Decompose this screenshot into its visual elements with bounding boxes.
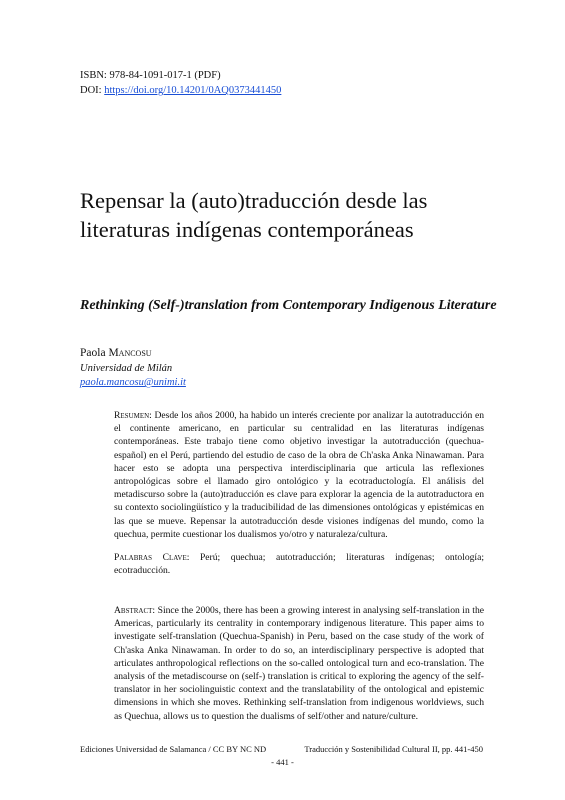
abstract-text: Since the 2000s, there has been a growing interest in analysing self-translation in the Americas, particularly its centrality in contemporary indigenous literature. This paper aims to investigate self-translation (Quechua-Spanish) in Peru, based on the case study of the work of Ch'aska Anka Ninawaman. In order to do so, an interdisciplinary perspective is adopted that articulates anthropological reflections on the so-called ontological turn and eco-translation. The analysis of the metadiscourse on (self-) translation is critical to exploring the agency of the self-translator in her sociolinguistic context and the translatability of the ontological and epistemic dimensions in which she moves. Rethinking self-translation from indigenous worldviews, such as Quechua, allows us to question the dualisms of self/other and nature/culture. <box>114 605 484 722</box>
resumen-text: Desde los años 2000, ha habido un interés creciente por analizar la autotraducción en el continente americano, en particular su centralidad en las literaturas indígenas contemporáneas. Este trabajo tiene como objetivo investigar la autotraducción (quechua-español) en el Perú, partiendo del estudio de caso de la obra de Ch'aska Anka Ninawaman. Para hacer esto se adopta una perspectiva interdisciplinaria que articula las reflexiones antropológicas sobre el llamado giro ontológico y la ecotraductología. El análisis del metadiscurso sobre la (auto)traducción es clave para explorar la agencia de la autotraductora en su contexto sociolingüístico y la traducibilidad de las dimensiones ontológicas y epistémicas en las que se mueve. Repensar la autotraducción desde visiones indígenas del mundo, como la quechua, permite cuestionar los dualismos yo/otro y naturaleza/cultura. <box>114 410 484 540</box>
author-affiliation: Universidad de Milán <box>80 363 173 374</box>
article-subtitle: Rethinking (Self-)translation from Contemporary Indigenous Literature <box>80 298 497 313</box>
author-last-name: Mancosu <box>108 347 152 359</box>
keywords-es-paragraph <box>114 551 484 577</box>
author-name <box>80 346 152 361</box>
article-title: Repensar la (auto)traducción desde las literaturas indígenas contemporáneas <box>80 188 428 242</box>
doi-link[interactable]: https://doi.org/10.14201/0AQ0373441450 <box>104 85 282 96</box>
author-first-name: Paola <box>80 347 109 359</box>
keywords-es-text: Perú; quechua; autotraducción; literaturas indígenas; ontología; ecotraducción. <box>114 552 485 577</box>
abstract-paragraph <box>114 604 484 723</box>
author-email-link[interactable]: paola.mancosu@unimi.it <box>80 377 186 388</box>
publication-meta <box>80 68 480 98</box>
resumen-label: Resumen: <box>114 410 152 421</box>
doi-line <box>80 83 480 98</box>
keywords-es-label: Palabras Clave: <box>114 552 190 563</box>
abstract-label: Abstract: <box>114 605 156 616</box>
isbn-line: ISBN: 978-84-1091-017-1 (PDF) <box>80 70 221 81</box>
resumen-paragraph <box>114 409 484 541</box>
doi-label: DOI: <box>80 85 105 96</box>
footer-publisher: Ediciones Universidad de Salamanca / CC BY NC ND <box>80 744 267 754</box>
page-number: - 441 - <box>271 757 294 767</box>
footer-journal-ref: Traducción y Sostenibilidad Cultural II, pp. 441-450 <box>304 744 483 754</box>
